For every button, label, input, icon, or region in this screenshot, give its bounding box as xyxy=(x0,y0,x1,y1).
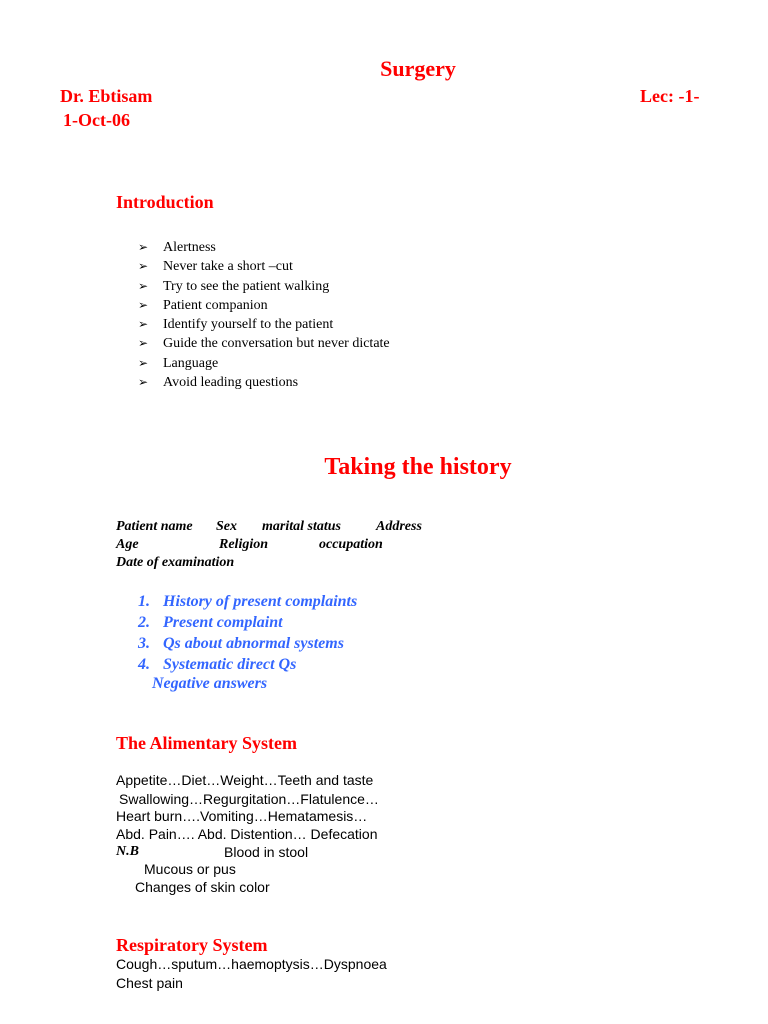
mucous-or-pus: Mucous or pus xyxy=(144,861,236,877)
arrow-bullet-icon: ➢ xyxy=(138,297,149,312)
list-item: 2. Present complaint xyxy=(138,614,283,631)
introduction-list xyxy=(138,238,390,392)
arrow-bullet-icon: ➢ xyxy=(138,375,149,390)
field-sex: Sex xyxy=(216,519,237,534)
list-item: 1. History of present complaints xyxy=(138,593,358,610)
arrow-bullet-icon: ➢ xyxy=(138,336,149,351)
list-item: ➢ Guide the conversation but never dictate xyxy=(138,336,390,352)
negative-answers: Negative answers xyxy=(152,675,268,692)
field-address: Address xyxy=(376,519,422,534)
history-heading: Taking the history xyxy=(324,454,512,480)
arrow-bullet-icon: ➢ xyxy=(138,317,149,332)
list-item: ➢ Language xyxy=(138,355,219,371)
field-occupation: occupation xyxy=(319,537,383,552)
skin-color-changes: Changes of skin color xyxy=(135,879,270,895)
doctor-name: Dr. Ebtisam xyxy=(60,86,153,106)
list-item: ➢ Patient companion xyxy=(138,297,268,313)
list-item: ➢ Alertness xyxy=(138,240,216,255)
field-religion: Religion xyxy=(219,537,269,552)
alimentary-heading: The Alimentary System xyxy=(116,733,297,753)
alimentary-line-4: Abd. Pain…. Abd. Distention… Defecation xyxy=(116,826,378,842)
field-marital-status: marital status xyxy=(262,519,341,534)
alimentary-line-2: Swallowing…Regurgitation…Flatulence… xyxy=(119,791,379,807)
blood-in-stool: Blood in stool xyxy=(224,844,309,860)
list-item: ➢ Never take a short –cut xyxy=(138,259,293,275)
field-age: Age xyxy=(116,537,139,552)
list-item: ➢ Identify yourself to the patient xyxy=(138,317,334,333)
field-patient-name: Patient name xyxy=(116,519,193,534)
respiratory-line-2: Chest pain xyxy=(116,975,183,991)
alimentary-line-3: Heart burn….Vomiting…Hematamesis… xyxy=(116,808,368,824)
list-item: 4. Systematic direct Qs xyxy=(138,656,297,673)
nota-bene-label: N.B xyxy=(116,844,139,859)
document-title: Surgery xyxy=(380,56,456,81)
list-item: 3. Qs about abnormal systems xyxy=(138,635,344,652)
respiratory-heading: Respiratory System xyxy=(116,935,268,955)
arrow-bullet-icon: ➢ xyxy=(138,278,149,293)
introduction-heading: Introduction xyxy=(116,192,214,212)
respiratory-line-1: Cough…sputum…haemoptysis…Dyspnoea xyxy=(116,956,387,972)
lecture-date: 1-Oct-06 xyxy=(63,110,130,130)
arrow-bullet-icon: ➢ xyxy=(138,355,149,370)
field-date-of-examination: Date of examination xyxy=(116,555,235,570)
alimentary-line-1: Appetite…Diet…Weight…Teeth and taste xyxy=(116,772,374,788)
arrow-bullet-icon: ➢ xyxy=(138,259,149,274)
arrow-bullet-icon: ➢ xyxy=(138,240,149,254)
history-numbered-list xyxy=(138,591,357,675)
list-item: ➢ Try to see the patient walking xyxy=(138,278,330,294)
lecture-number: Lec: -1- xyxy=(640,86,700,106)
list-item: ➢ Avoid leading questions xyxy=(138,375,299,391)
